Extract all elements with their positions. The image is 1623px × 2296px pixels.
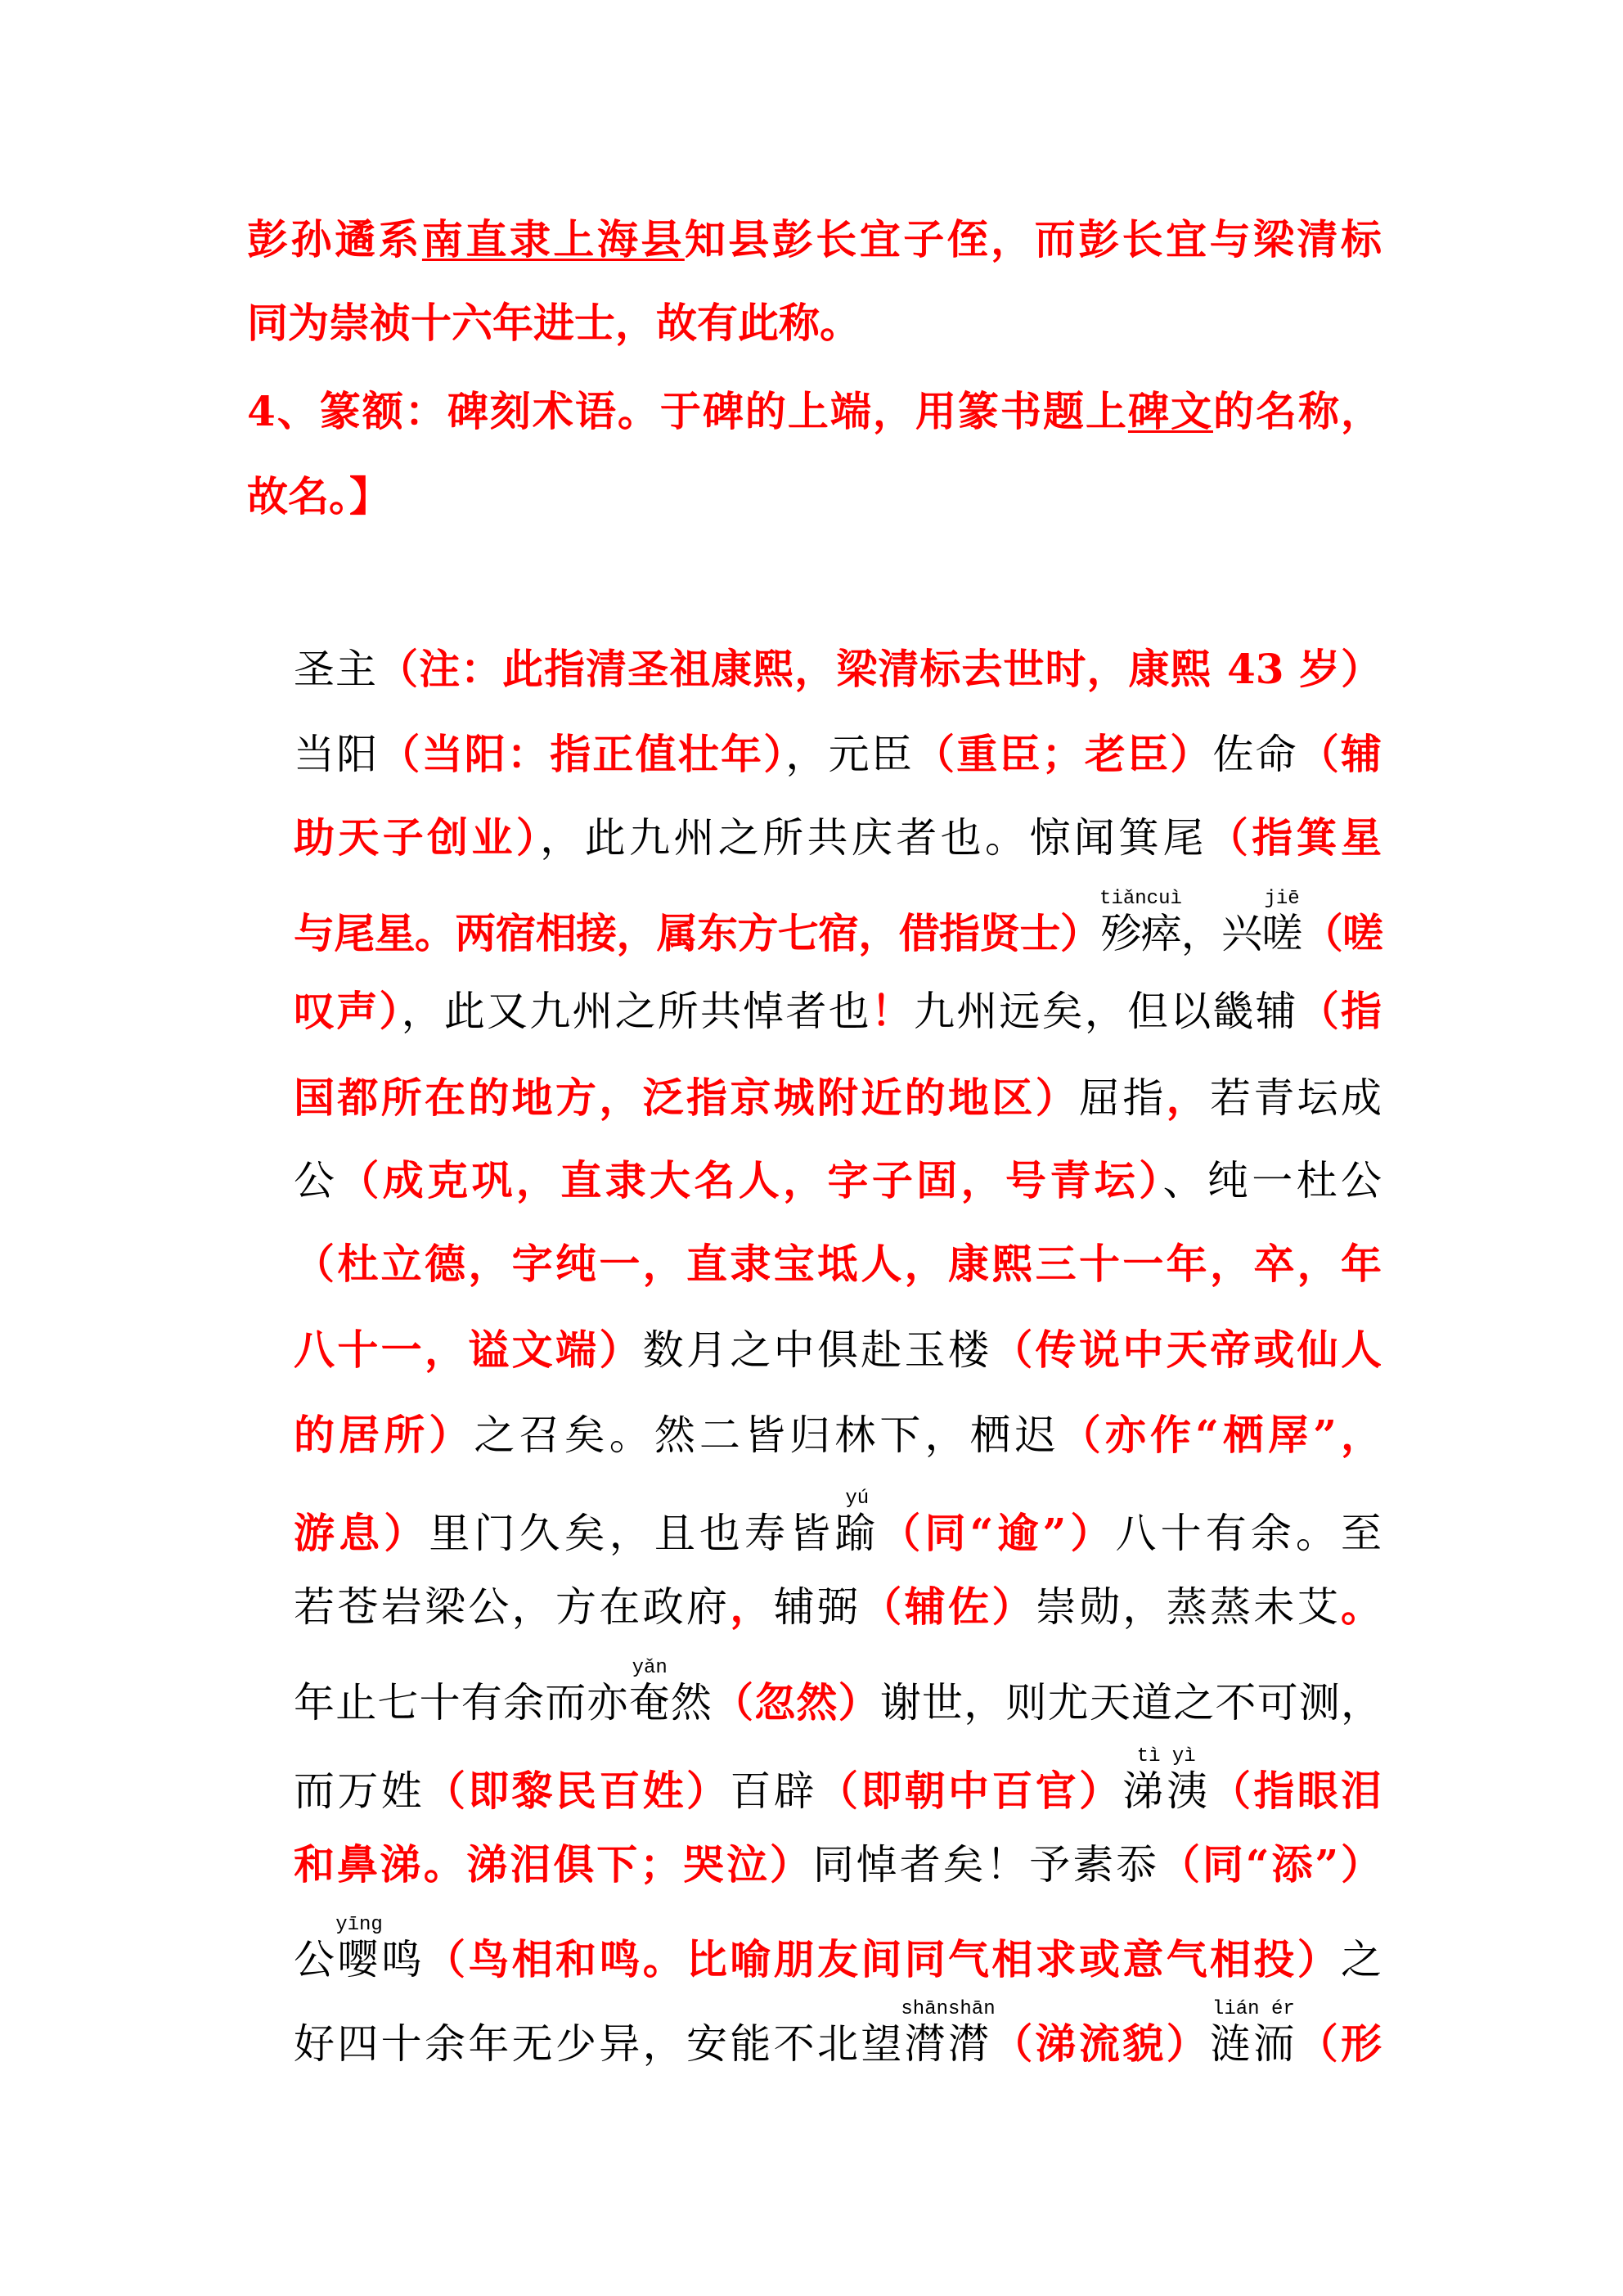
body-text: 屈指 — [1079, 1074, 1167, 1122]
body-text: 佐命 — [1212, 731, 1298, 778]
body-text: 之 — [1341, 1936, 1382, 1983]
body-text: 鸣 — [380, 1936, 425, 1983]
body-text: ，此九州之所共庆者也。惊闻箕尾 — [540, 814, 1207, 862]
body-text: 然 — [670, 1679, 713, 1727]
body-line — [294, 987, 1382, 1036]
body-text: 年止七十有余而亦 — [294, 1679, 629, 1727]
ruby-base-text: 殄瘁 — [1100, 910, 1181, 957]
body-text: 圣主 — [294, 646, 378, 693]
annotation-text: （同“逾”） — [879, 1509, 1116, 1557]
body-text: ，兴 — [1180, 910, 1262, 957]
body-line — [294, 1657, 1382, 1727]
annotation-text: （辅 — [1297, 730, 1382, 778]
body-line — [294, 730, 1382, 779]
body-line — [294, 1745, 1382, 1816]
body-text: 崇勋，蒸蒸未艾 — [1035, 1583, 1342, 1631]
annotation-text: （杜立德，字纯一，直隶宝坻人，康熙三十一年，卒，年 — [294, 1240, 1382, 1288]
body-line — [294, 1914, 1382, 1984]
body-text: 谢世，则尤天道之不可测， — [879, 1679, 1382, 1727]
body-text: 公 — [294, 1936, 338, 1983]
pinyin-annotation: tì yì — [1136, 1745, 1196, 1767]
footnote-text: 知县彭长宜子侄，而彭长宜与梁清标 — [684, 215, 1382, 263]
annotation-text: （指眼泪 — [1210, 1767, 1382, 1815]
footnote-line — [247, 472, 1382, 521]
body-text: 百辟 — [730, 1767, 818, 1815]
body-text: 辅弼 — [773, 1583, 861, 1631]
ruby-base-text: 踰 — [834, 1510, 880, 1557]
annotation-text: （嗟 — [1302, 909, 1382, 957]
body-text: 、纯一杜公 — [1162, 1157, 1382, 1204]
body-text: 若苍岩梁公，方在政府 — [294, 1583, 731, 1631]
body-text: 公 — [294, 1157, 339, 1204]
annotation-text: ， — [730, 1582, 774, 1631]
footnote-line — [247, 387, 1382, 436]
body-line — [294, 1074, 1382, 1123]
body-text: 之召矣。然二皆归林下，栖迟 — [474, 1411, 1060, 1459]
body-text: ，此又九州之所共悼者也 — [401, 988, 871, 1035]
body-text: ，元臣 — [785, 731, 915, 778]
body-text: 当阳 — [294, 731, 380, 778]
ruby-group — [834, 1488, 880, 1557]
body-line — [294, 1411, 1382, 1460]
underlined-term: 南直隶上海县 — [421, 215, 685, 263]
pinyin-annotation: yǎn — [632, 1657, 668, 1679]
annotation-text: 和鼻涕。涕泪俱下；哭泣） — [294, 1840, 813, 1889]
body-text: 数月之中俱赴玉楼 — [642, 1326, 992, 1374]
body-line — [294, 1326, 1382, 1375]
annotation-text: ！ — [870, 987, 915, 1035]
body-line — [294, 645, 1382, 694]
annotation-text: （辅佐） — [861, 1582, 1036, 1631]
ruby-group — [901, 1998, 996, 2068]
body-line — [294, 1240, 1382, 1289]
underlined-term: 碑文 — [1127, 387, 1213, 435]
annotation-text: （即朝中百官） — [817, 1767, 1123, 1815]
footnote-text: 彭孙遹系 — [247, 215, 422, 263]
body-line — [294, 1582, 1382, 1632]
annotation-text: （鸟相和鸣。比喻朋友间同气相求或意气相投） — [425, 1935, 1342, 1983]
pinyin-annotation: shānshān — [901, 1998, 996, 2020]
ruby-group — [1261, 888, 1302, 957]
ruby-group — [1099, 888, 1182, 957]
footnote-line — [247, 215, 1382, 264]
body-text: 九州远矣，但以畿辅 — [914, 988, 1298, 1035]
ruby-base-text: 涟洏 — [1210, 2020, 1297, 2068]
annotation-text: （注：此指清圣祖康熙，梁清标去世时，康熙 43 岁） — [377, 645, 1382, 693]
footnote-text: 的名称， — [1212, 387, 1382, 435]
annotation-text: （形 — [1297, 2019, 1382, 2068]
ruby-base-text: 奄 — [628, 1679, 671, 1727]
ruby-base-text: 嗟 — [1261, 910, 1302, 957]
body-line — [294, 813, 1382, 862]
annotation-text: （当阳：指正值壮年） — [379, 730, 786, 778]
annotation-text: （成克巩，直隶大名人，字子固，号青坛） — [338, 1156, 1163, 1204]
body-text: 好四十余年无少异，安能不北望 — [294, 2020, 905, 2068]
body-text: 八十有余。至 — [1115, 1510, 1382, 1557]
footnote-text: 故名。】 — [247, 472, 390, 520]
ruby-group — [628, 1657, 671, 1727]
body-line — [294, 1156, 1382, 1205]
annotation-text: 叹声） — [294, 987, 402, 1035]
pinyin-annotation: tiǎncuì — [1099, 888, 1182, 910]
annotation-text: （忽然） — [713, 1678, 880, 1727]
annotation-text: 与尾星。两宿相接，属东方七宿，借指贤士） — [294, 909, 1101, 957]
annotation-text: （涕流貌） — [991, 2019, 1211, 2068]
body-line — [294, 1840, 1382, 1889]
ruby-base-text: 嘤 — [337, 1936, 381, 1983]
annotation-text: 游息） — [294, 1509, 429, 1557]
annotation-text: （同“添”） — [1159, 1840, 1382, 1889]
annotation-text: （指 — [1297, 987, 1382, 1035]
annotation-text: 助天子创业） — [294, 813, 541, 862]
ruby-group — [335, 1914, 383, 1983]
body-text: 同悼者矣！予素忝 — [812, 1841, 1159, 1889]
footnote-line — [247, 299, 1382, 348]
body-line — [294, 1998, 1382, 2069]
body-text: 里门久矣，且也寿皆 — [429, 1510, 835, 1557]
body-text: 而万姓 — [294, 1767, 425, 1815]
pinyin-annotation: jiē — [1264, 888, 1300, 910]
ruby-group — [1122, 1745, 1211, 1815]
annotation-text: （指箕星 — [1207, 813, 1382, 862]
annotation-text: （传说中天帝或仙人 — [991, 1326, 1382, 1374]
annotation-text: （重臣；老臣） — [914, 730, 1213, 778]
ruby-base-text: 涕洟 — [1122, 1767, 1211, 1815]
pinyin-annotation: yīng — [335, 1914, 383, 1936]
body-line — [294, 1488, 1382, 1558]
footnote-text: 4、篆额：碑刻术语。于碑的上端，用篆书题上 — [247, 387, 1128, 435]
body-text: 若青坛成 — [1210, 1074, 1382, 1122]
pinyin-annotation: yú — [845, 1488, 870, 1510]
ruby-group — [1210, 1998, 1297, 2068]
annotation-text: 的居所） — [294, 1411, 474, 1459]
pinyin-annotation: lián ér — [1212, 1998, 1295, 2020]
annotation-text: （亦作“栖屖”， — [1059, 1411, 1382, 1459]
annotation-text: 。 — [1341, 1582, 1382, 1631]
body-line — [294, 888, 1382, 958]
footnote-text: 同为崇祯十六年进士，故有此称。 — [247, 299, 861, 347]
annotation-text: （即黎民百姓） — [425, 1767, 731, 1815]
annotation-text: 八十一，谥文端） — [294, 1326, 643, 1374]
annotation-text: 国都所在的地方，泛指京城附近的地区） — [294, 1074, 1079, 1122]
ruby-base-text: 潸潸 — [904, 2020, 992, 2068]
annotation-text: ， — [1166, 1074, 1211, 1122]
